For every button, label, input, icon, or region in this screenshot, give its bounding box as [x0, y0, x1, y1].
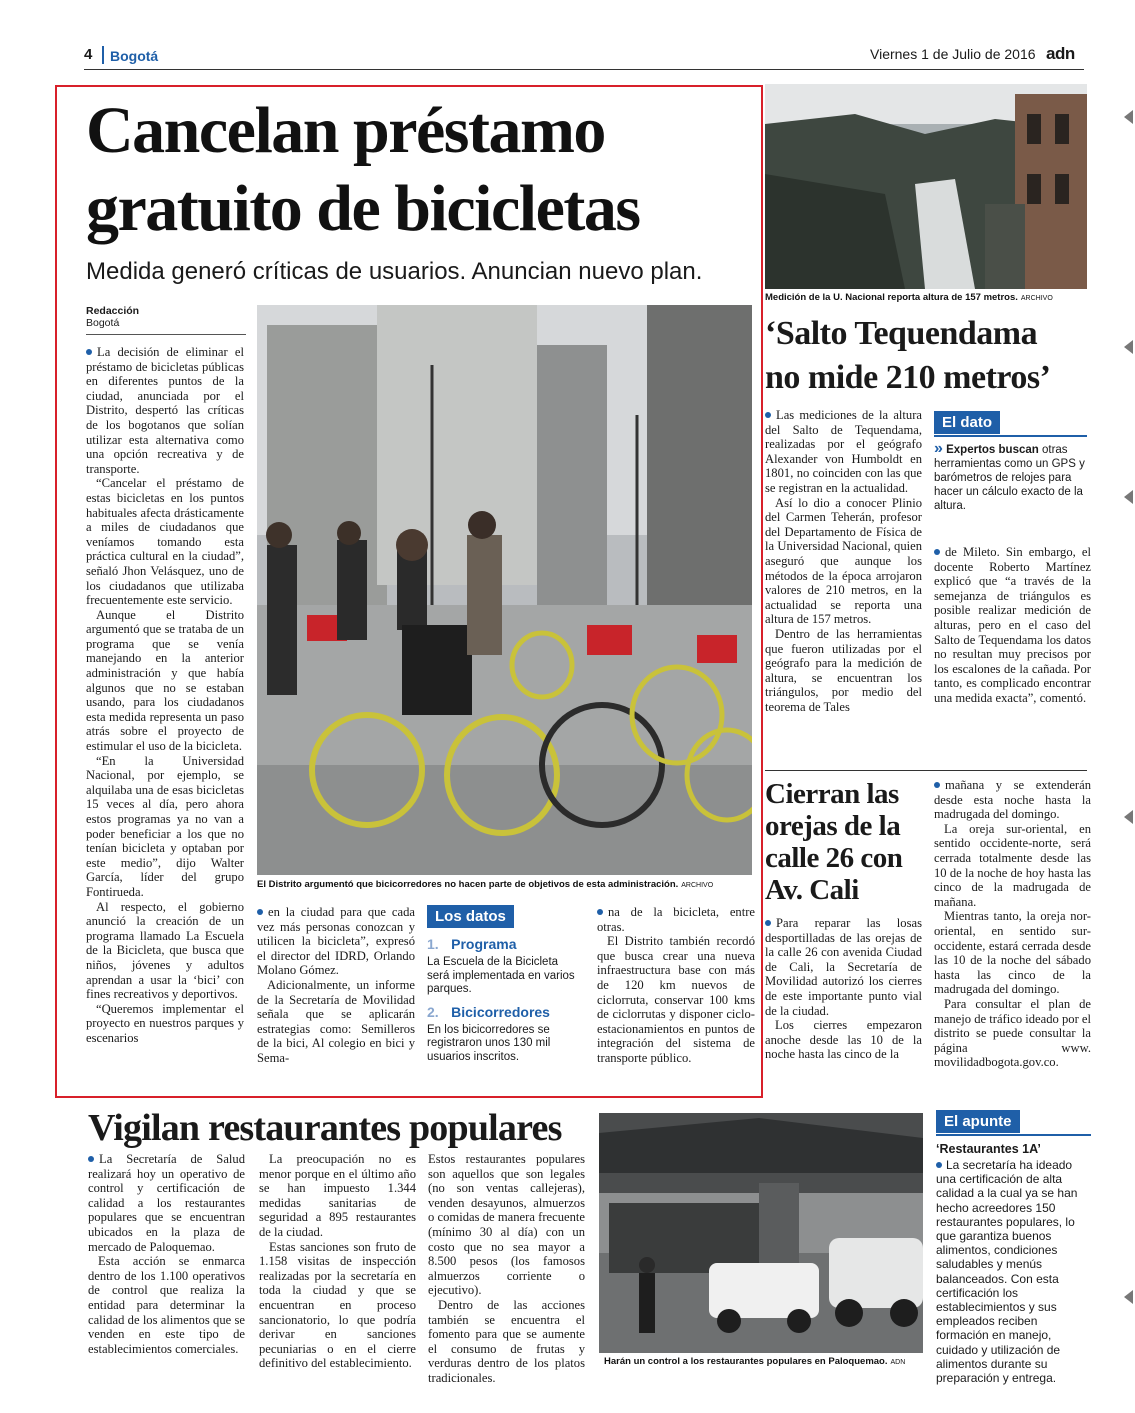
edge-arrow-icon — [1124, 340, 1133, 354]
datos-item-1-title: Programa — [451, 936, 517, 952]
paloquemao-photo — [599, 1113, 923, 1353]
datos-item-1 — [427, 936, 579, 997]
restaurantes-headline: Vigilan restaurantes populares — [88, 1107, 562, 1149]
dato-box — [934, 411, 1087, 513]
restaurantes-column-1 — [88, 1152, 245, 1356]
datos-item-2-title: Bicicorredores — [451, 1003, 550, 1020]
main-paragraph: na de la bicicleta, entre otras. — [597, 905, 755, 934]
page-number: 4 — [84, 46, 93, 63]
tequendama-headline — [765, 312, 1087, 400]
paloquemao-photo-caption-text: Harán un control a los restaurantes populares en Paloquemao. — [604, 1356, 888, 1367]
tequendama-photo-source: ARCHIVO — [1020, 295, 1053, 302]
chevron-right-icon: » — [934, 440, 943, 457]
tequendama-column-2 — [934, 545, 1091, 706]
orejas-headline — [765, 778, 927, 906]
apunte-box — [936, 1110, 1091, 1385]
main-headline-line-2: gratuito de bicicletas — [86, 172, 640, 245]
paloquemao-photo-source: ADN — [890, 1359, 906, 1366]
apunte-text — [936, 1158, 1091, 1385]
bicycles-photo — [257, 305, 752, 875]
datos-item-1-number: 1. — [427, 936, 439, 952]
apunte-text-body: La secretaría ha ideado una certificación de alta calidad a la cual ya se han hecho acreedores 150 restaurantes populares, lo que garantiza buenos alimentos, condiciones saludables y menús balanceados. Con esta certificación los establecimientos y sus empleados reciben formación en manejo, cuidado y utilización de alimentos durante su preparación y entrega. — [936, 1158, 1078, 1386]
orejas-column-2 — [934, 778, 1091, 1070]
restaurantes-paragraph: La Secretaría de Salud realizará hoy un operativo de control y certificación de calidad a los restaurantes populares que se encuentran ubicados en la plaza de mercado de Paloquemao. — [88, 1152, 245, 1254]
dato-text: otras herramientas como un GPS y barómetros de relojes para hacer un cálculo exacto de la altura. — [934, 444, 1085, 512]
main-column-4 — [597, 905, 755, 1066]
dato-header — [934, 411, 1087, 437]
header-divider — [102, 46, 104, 64]
datos-box — [427, 905, 579, 1064]
restaurantes-paragraph: Estos restaurantes populares son aquellos que son legales (no son ventas callejeras), venden desayunos, almuerzos o comidas de manera frecuente (mínimo 30 al día) con un costo que no sea mayor a 8.500 pesos (los famosos almuerzos corriente o ejecutivo). — [428, 1152, 585, 1298]
main-headline-line-1: Cancelan préstamo — [86, 94, 605, 167]
tequendama-rule — [765, 770, 1087, 771]
tequendama-headline-line-2: no mide 210 metros’ — [765, 359, 1051, 396]
restaurantes-paragraph: Dentro de las acciones también se encuentra el fomento para que se aumente el consumo de frutas y verduras dentro de los platos tradicionales. — [428, 1297, 585, 1385]
brand-logo: adn — [1046, 44, 1075, 63]
datos-item-1-text: La Escuela de la Bicicleta será implementada en varios parques. — [427, 956, 575, 995]
bicycles-photo-caption — [257, 879, 752, 890]
main-paragraph: “En la Universidad Nacional, por ejemplo, se alquilaba una de esas bicicletas 15 veces al día, pero ahora estos programas ya no van a poder beneficiar a los que no tenían bicicleta y optaban por este medio”, dijo Walter García, líder del grupo Fontirueda. — [86, 753, 244, 899]
main-paragraph: “Cancelar el préstamo de estas bicicletas en los puntos habituales afecta drásticamente a miles de ciudadanos que veníamos tomando esta práctica cultural en la ciudad”, señaló Jhon Velásquez, uno de los ciudadanos que utilizaba frecuentemente este servicio. — [86, 476, 244, 608]
byline-place: Bogotá — [86, 317, 120, 329]
orejas-headline-line: Cierran las — [765, 778, 899, 810]
tequendama-paragraph: Dentro de las herramientas que fueron utilizadas por el geógrafo para la medición de altura, se encuentran los triángulos, por medio del teorema de Tales — [765, 626, 922, 714]
datos-item-2-number: 2. — [427, 1003, 439, 1020]
section-label: Bogotá — [110, 48, 159, 64]
main-paragraph: “Queremos implementar el proyecto en nuestros parques y escenarios — [86, 1001, 244, 1045]
orejas-column-1 — [765, 916, 922, 1062]
edge-arrow-icon — [1124, 110, 1133, 124]
main-paragraph: en la ciudad para que cada vez más personas conozcan y utilicen la bicicleta”, expresó el director del IDRD, Orlando Molano Gómez. — [257, 905, 415, 978]
main-paragraph: Adicionalmente, un informe de la Secretaría de Movilidad señala que se aplicarán estrategias como: Semilleros de la bici, Al colegio en bici y Sema- — [257, 977, 415, 1065]
tequendama-photo-image — [765, 84, 1087, 289]
tequendama-paragraph: Las mediciones de la altura del Salto de Tequendama, realizadas por el geógrafo Alexander von Humboldt en 1801, no coinciden con las que se registran en la actualidad. — [765, 408, 922, 495]
tequendama-paragraph: de Mileto. Sin embargo, el docente Roberto Martínez explicó que “a través de la semejanza de triángulos es posible realizar medición de alturas, pero en el caso del Salto de Tequendama los datos no resultan muy precisos por los escalones de la cañada. Por tanto, es complicado encontrar una medida exacta”, comentó. — [934, 545, 1091, 705]
restaurantes-paragraph: La preocupación no es menor porque en el último año se han impuesto 1.344 medidas sanitarias de seguridad a 895 restaurantes de la ciudad. — [259, 1152, 416, 1239]
orejas-paragraph: Para consultar el plan de manejo de tráfico ideado por el distrito se puede consultar la página www. movilidadbogota.gov.co. — [934, 996, 1092, 1070]
dato-body — [934, 442, 1087, 513]
dato-title: El dato — [934, 411, 1000, 434]
main-paragraph: La decisión de eliminar el préstamo de bicicletas públicas en diferentes puntos de la ciudad, anunciada por el Distrito, despertó las críticas de los bogotanos que solían utilizar esta alternativa como una opción recreativa y de transporte. — [86, 345, 244, 476]
main-paragraph: Al respecto, el gobierno anunció la creación de un programa llamado La Escuela de la Bicicleta, que busca que niños, jóvenes y adultos aprendan a usar la ‘bici’ con fines recreativos y deportivos. — [86, 899, 244, 1002]
tequendama-paragraph: Así lo dio a conocer Plinio del Carmen Teherán, profesor del Departamento de Física de la Universidad Nacional, quien aseguró que aunque los métodos de la época arrojaron valores de 210 metros, en la actualidad se reporta una altura de 157 metros. — [765, 495, 922, 627]
apunte-title: El apunte — [936, 1110, 1020, 1133]
restaurantes-column-3 — [428, 1152, 585, 1386]
orejas-headline-line: orejas de la — [765, 810, 901, 842]
restaurantes-column-2 — [259, 1152, 416, 1371]
bicycles-photo-image — [257, 305, 752, 875]
apunte-header — [936, 1110, 1091, 1136]
edge-arrow-icon — [1124, 490, 1133, 504]
restaurantes-paragraph: Esta acción se enmarca dentro de los 1.100 operativos de control que realiza la entidad para determinar la calidad de los alimentos que se venden en este tipo de establecimientos comerciales. — [88, 1254, 245, 1356]
bicycles-photo-caption-text: El Distrito argumentó que bicicorredores no hacen parte de objetivos de esta administración. — [257, 879, 679, 890]
edge-arrow-icon — [1124, 810, 1133, 824]
byline-rule — [86, 334, 246, 335]
datos-item-2 — [427, 1004, 579, 1065]
edge-arrow-icon — [1124, 1290, 1133, 1304]
byline — [86, 305, 246, 329]
orejas-paragraph: Mientras tanto, la oreja nor-oriental, en sentido sur-occidente, estará cerrada desde las 10 de la noche del sábado hasta las cinco de la madrugada del domingo. — [934, 909, 1091, 997]
dato-bold: Expertos buscan — [946, 444, 1039, 456]
tequendama-column-1 — [765, 408, 922, 714]
tequendama-photo-caption-text: Medición de la U. Nacional reporta altura de 157 metros. — [765, 292, 1018, 303]
byline-name: Redacción — [86, 305, 140, 317]
tequendama-headline-line-1: ‘Salto Tequendama — [765, 315, 1038, 352]
orejas-paragraph: mañana y se extenderán desde esta noche hasta la madrugada del domingo. — [934, 778, 1091, 822]
restaurantes-paragraph: Estas sanciones son fruto de 1.158 visitas de inspección realizadas por la secretaría en toda la ciudad y que se encuentran en proceso sancionatorio, lo que podría derivar en sanciones pecuniarias o en el cierre definitivo del establecimiento. — [259, 1239, 416, 1371]
header-rule — [84, 69, 1084, 70]
main-subtitle: Medida generó críticas de usuarios. Anuncian nuevo plan. — [86, 258, 703, 285]
main-column-1 — [86, 345, 244, 1046]
issue-date: Viernes 1 de Julio de 2016 — [870, 46, 1036, 62]
bicycles-photo-source: ARCHIVO — [681, 882, 714, 889]
apunte-subtitle: ‘Restaurantes 1A’ — [936, 1142, 1041, 1156]
paloquemao-photo-image — [599, 1113, 923, 1353]
paloquemao-photo-caption — [604, 1356, 924, 1367]
main-column-2 — [257, 905, 415, 1066]
main-paragraph: Aunque el Distrito argumentó que se trataba de un programa que se venía manejando en la anterior administración y que había algunos que no se estaban usando, para los ciudadanos esta medida representa un paso atrás sobre el proyecto de estimular el uso de la bicicleta. — [86, 607, 244, 754]
tequendama-photo — [765, 84, 1087, 289]
bullet-icon — [936, 1162, 942, 1168]
orejas-paragraph: Para reparar las losas desportilladas de las orejas de la calle 26 con avenida Ciudad de Cali, la Secretaría de Movilidad autorizó los cierres de este importante punto vial de la ciudad. — [765, 916, 922, 1018]
orejas-headline-line: Av. Cali — [765, 874, 859, 906]
datos-item-2-text: En los bicicorredores se registraron unos 130 mil usuarios inscritos. — [427, 1023, 551, 1063]
orejas-headline-line: calle 26 con — [765, 842, 903, 874]
orejas-paragraph: Los cierres empezaron anoche desde las 10 de la noche hasta las cinco de la — [765, 1018, 922, 1062]
main-headline — [86, 92, 756, 248]
page-header — [84, 44, 1084, 68]
tequendama-photo-caption — [765, 292, 1087, 303]
main-paragraph: El Distrito también recordó que busca crear una nueva infraestructura base con más de 120 km nuevos de ciclorruta, conservar 100 kms de ciclorrutas y disponer ciclo-estacionamientos en puntos de integración del sistema de transporte público. — [597, 934, 755, 1065]
orejas-paragraph: La oreja sur-oriental, en sentido occidente-norte, será cerrada totalmente desde las 10 de la noche de hoy hasta las cinco de la madrugada de mañana. — [934, 821, 1091, 909]
datos-title: Los datos — [427, 905, 514, 928]
